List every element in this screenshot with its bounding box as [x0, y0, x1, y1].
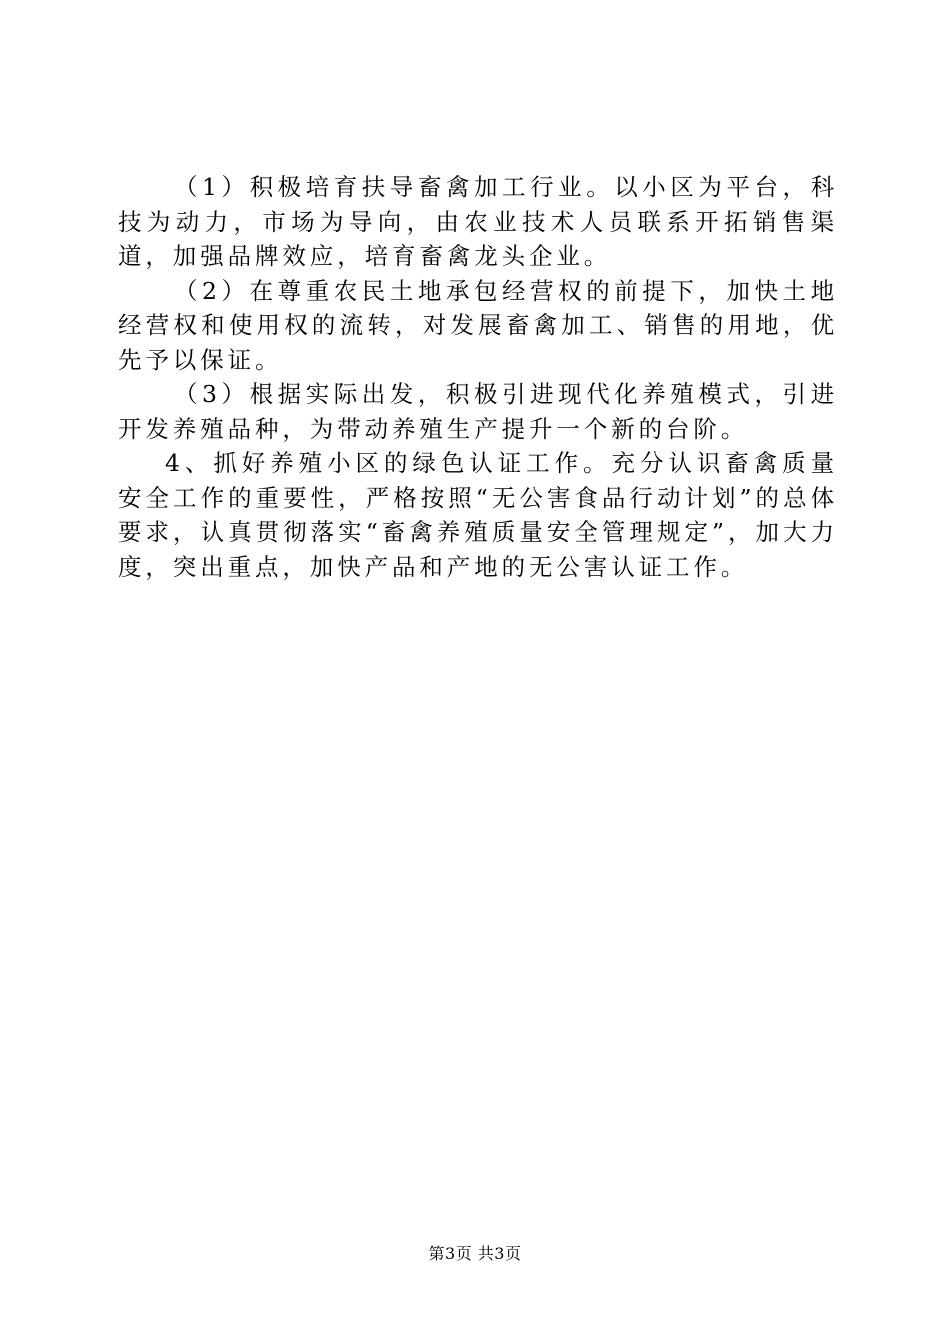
paragraph-item-3: （3）根据实际出发，积极引进现代化养殖模式，引进开发养殖品种，为带动养殖生产提升一个新的台阶。	[118, 380, 838, 443]
paragraph-section-4: 4、抓好养殖小区的绿色认证工作。充分认识畜禽质量安全工作的重要性，严格按照“无公害食品行动计划”的总体要求，认真贯彻落实“畜禽养殖质量安全管理规定”，加大力度，突出重点，加快产品和产地的无公害认证工作。	[118, 449, 838, 581]
document-body	[118, 170, 838, 584]
paragraph-item-1: （1）积极培育扶导畜禽加工行业。以小区为平台，科技为动力，市场为导向，由农业技术人员联系开拓销售渠道，加强品牌效应，培育畜禽龙头企业。	[118, 173, 838, 270]
paragraph-item-2: （2）在尊重农民土地承包经营权的前提下，加快土地经营权和使用权的流转，对发展畜禽加工、销售的用地，优先予以保证。	[118, 276, 838, 374]
page-number-footer: 第3页 共3页	[428, 1244, 522, 1263]
